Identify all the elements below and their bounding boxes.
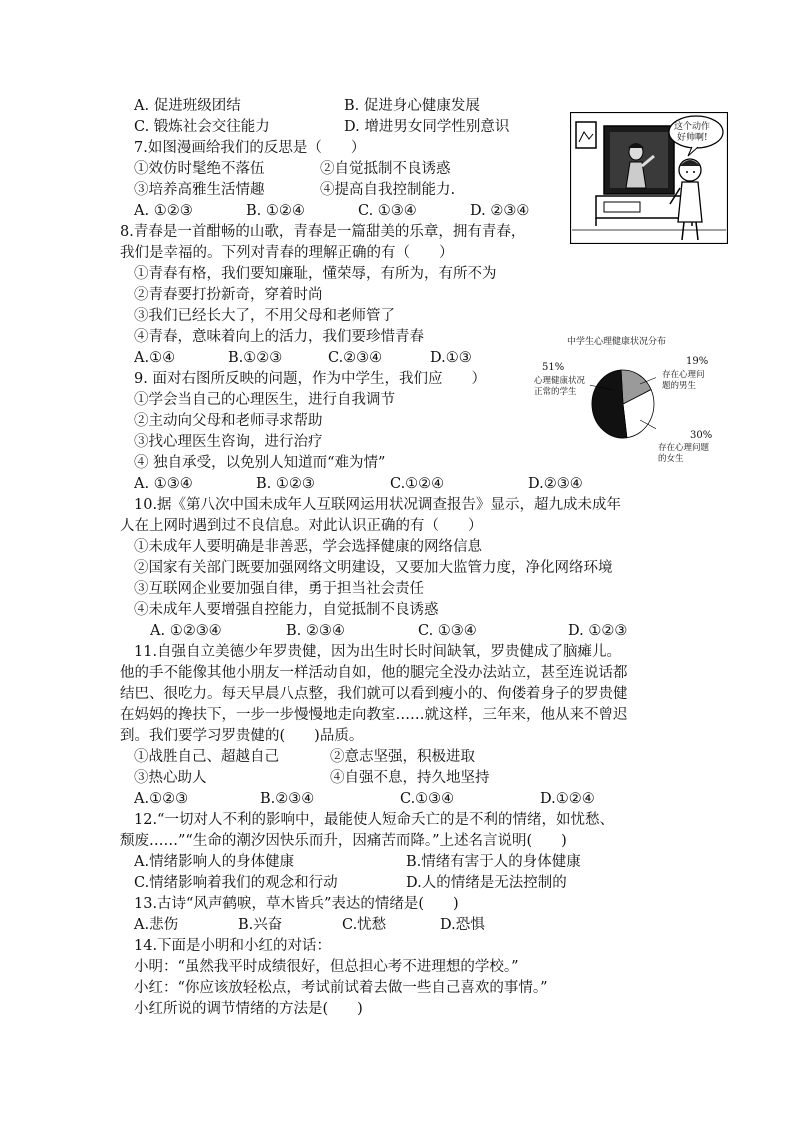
q10-item-1: ①未成年人要明确是非善恶，学会选择健康的网络信息 xyxy=(134,539,482,555)
q8-option-d: D.①③ xyxy=(430,350,472,366)
q9-option-a: A. ①③④ xyxy=(134,476,193,492)
q9-item-4: ④ 独自承受，以免别人知道而“难为情” xyxy=(134,455,386,471)
q14-stem: 14.下面是小明和小红的对话： xyxy=(134,938,332,954)
q7-cartoon xyxy=(570,112,728,244)
q9-option-c: C.①②④ xyxy=(390,476,445,492)
q13-option-c: C.忧愁 xyxy=(342,917,387,933)
q7-option-c: C. ①③④ xyxy=(358,203,417,219)
q9-item-1: ①学会当自己的心理医生，进行自我调节 xyxy=(134,392,395,408)
q12-option-d: D.人的情绪是无法控制的 xyxy=(406,875,567,891)
q11-item-2: ②意志坚强，积极进取 xyxy=(330,749,475,765)
q10-item-2: ②国家有关部门既要加强网络文明建设，又要加大监管力度，净化网络环境 xyxy=(134,560,613,576)
q8-option-b: B.①②③ xyxy=(228,350,283,366)
q11-stem-line-1: 11.自强自立美德少年罗贵健，因为出生时长时间缺氧，罗贵健成了脑瘫儿。 xyxy=(134,644,622,660)
q14-dialogue-xiaoming: 小明：“虽然我平时成绩很好，但总担心考不进理想的学校。” xyxy=(134,959,519,975)
q12-stem-line-1: 12.“一切对人不利的影响中，最能使人短命夭亡的是不利的情绪，如忧愁、 xyxy=(134,812,614,828)
q6-option-b: B. 促进身心健康发展 xyxy=(344,98,480,114)
q7-item-2: ②自觉抵制不良诱惑 xyxy=(320,161,451,177)
slice-label-girls-pct: 30% xyxy=(690,430,713,441)
q13-option-d: D.恐惧 xyxy=(440,917,485,933)
q6-option-d: D. 增进男女同学性别意识 xyxy=(344,119,510,135)
slice-label-boys: 存在心理问 题的男生 xyxy=(662,370,705,391)
q11-stem-line-2: 他的手不能像其他小朋友一样活动自如，他的腿完全没办法站立，甚至连说话都 xyxy=(120,665,628,681)
chart-title: 中学生心理健康状况分布 xyxy=(567,337,667,347)
q12-option-c: C.情绪影响着我们的观念和行动 xyxy=(134,875,338,891)
q8-item-1: ①青春有格，我们要知廉耻，懂荣辱，有所为，有所不为 xyxy=(134,266,497,282)
q7-item-4: ④提高自我控制能力. xyxy=(320,182,456,198)
q8-stem-line-1: 8.青春是一首酣畅的山歌，青春是一篇甜美的乐章，拥有青春， xyxy=(120,224,526,240)
q14-question: 小红所说的调节情绪的方法是( ) xyxy=(134,1001,363,1017)
q7-stem: 7.如图漫画给我们的反思是（ ） xyxy=(134,140,366,156)
pie-slice-normal xyxy=(592,370,627,438)
q8-option-c: C.②③④ xyxy=(328,350,383,366)
q8-item-2: ②青春要打扮新奇，穿着时尚 xyxy=(134,287,323,303)
q8-item-3: ③我们已经长大了，不用父母和老师管了 xyxy=(134,308,395,324)
q14-dialogue-xiaohong: 小红：“你应该放轻松点，考试前试着去做一些自己喜欢的事情。” xyxy=(134,980,548,996)
q12-option-b: B.情绪有害于人的身体健康 xyxy=(406,854,581,870)
q7-item-3: ③培养高雅生活情趣 xyxy=(134,182,265,198)
q7-item-1: ①效仿时髦绝不落伍 xyxy=(134,161,265,177)
q11-option-b: B.②③④ xyxy=(260,791,315,807)
q6-option-c: C. 锻炼社会交往能力 xyxy=(134,119,270,135)
q11-stem-line-4: 在妈妈的搀扶下，一步一步慢慢地走向教室……就这样，三年来，他从来不曾迟 xyxy=(120,707,628,723)
q11-option-d: D.①②④ xyxy=(540,791,595,807)
q10-option-b: B. ②③④ xyxy=(286,623,345,639)
q11-option-c: C.①③④ xyxy=(400,791,455,807)
q12-option-a: A.情绪影响人的身体健康 xyxy=(134,854,295,870)
q8-item-4: ④青春，意味着向上的活力，我们要珍惜青春 xyxy=(134,329,424,345)
q11-stem-line-3: 结巴、很吃力。每天早晨八点整，我们就可以看到瘦小的、佝偻着身子的罗贵健 xyxy=(120,686,628,702)
q11-item-4: ④自强不息，持久地坚持 xyxy=(330,770,490,786)
q7-option-a: A. ①②③ xyxy=(134,203,193,219)
q8-option-a: A.①④ xyxy=(134,350,176,366)
q10-option-a: A. ①②③④ xyxy=(150,623,222,639)
q7-option-d: D. ②③④ xyxy=(470,203,530,219)
q9-item-3: ③找心理医生咨询，进行治疗 xyxy=(134,434,323,450)
q11-item-3: ③热心助人 xyxy=(134,770,207,786)
q10-option-d: D. ①②③ xyxy=(568,623,628,639)
q10-stem-line-2: 人在上网时遇到过不良信息。对此认识正确的有（ ） xyxy=(120,518,483,534)
slice-label-boys-pct: 19% xyxy=(686,356,709,367)
q8-stem-line-2: 我们是幸福的。下列对青春的理解正确的有（ ） xyxy=(120,245,454,261)
q9-option-d: D.②③④ xyxy=(528,476,583,492)
q10-item-4: ④未成年人要增强自控能力，自觉抵制不良诱惑 xyxy=(134,602,439,618)
pie-chart xyxy=(590,368,656,440)
q12-stem-line-2: 颓废……”“生命的潮汐因快乐而升，因痛苦而降。”上述名言说明( ) xyxy=(120,833,567,849)
slice-label-normal: 心理健康状况 正常的学生 xyxy=(534,376,586,397)
q7-option-b: B. ①②④ xyxy=(246,203,305,219)
q13-option-a: A.悲伤 xyxy=(134,917,179,933)
speech-bubble-text: 这个动作 好帅啊! xyxy=(674,122,711,143)
q6-option-a: A. 促进班级团结 xyxy=(134,98,241,114)
slice-label-girls: 存在心理问题 的女生 xyxy=(658,443,710,464)
q11-item-1: ①战胜自己、超越自己 xyxy=(134,749,279,765)
q13-stem: 13.古诗“风声鹤唳，草木皆兵”表达的情绪是( ) xyxy=(134,896,459,912)
q9-option-b: B. ①②③ xyxy=(256,476,315,492)
q9-item-2: ②主动向父母和老师寻求帮助 xyxy=(134,413,323,429)
q11-option-a: A.①②③ xyxy=(134,791,189,807)
q11-stem-line-5: 到。我们要学习罗贵健的( )品质。 xyxy=(120,728,364,744)
q10-stem-line-1: 10.据《第八次中国未成年人互联网运用状况调查报告》显示，超九成未成年 xyxy=(134,497,622,513)
q10-option-c: C. ①③④ xyxy=(418,623,477,639)
q9-stem: 9. 面对右图所反映的问题，作为中学生，我们应 ） xyxy=(134,371,486,387)
q10-item-3: ③互联网企业要加强自律，勇于担当社会责任 xyxy=(134,581,424,597)
slice-label-normal-pct: 51% xyxy=(542,362,565,373)
q13-option-b: B.兴奋 xyxy=(238,917,283,933)
